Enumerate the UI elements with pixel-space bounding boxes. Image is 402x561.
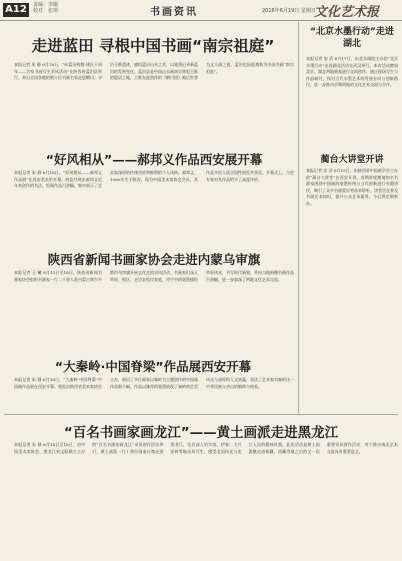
headline-hao-bangyi: “好风相从”——郝邦义作品西安展开幕 xyxy=(45,152,263,167)
editor-line: 责编：李璐 xyxy=(33,2,59,8)
page-number: A12 xyxy=(3,3,29,17)
article-body-lintai-lecture: 本报记者 安 武 6月15日，由陕西省中国画学会主办的“蔺台大讲堂”在西安开讲。首期讲座邀请知名书画家围绕中国画的笔墨传统与当代创新进行专题讲授，吸引了众多书画爱好者前来聆听。讲堂旨在普及书画艺术知识，提升公众艺术素养，今后将定期举办。 xyxy=(306,168,398,206)
article-body-qinling: 本报记者 朱 静 6月16日，“大秦岭·中国脊梁”中国画作品展在西安开幕。展览由陕西省美术家协会主办，展出了多位画家以秦岭为主题创作的中国画作品数十幅。作品以雄浑的笔墨展现了秦岭的壮美风光与深厚的人文底蕴，表达了艺术家对秦岭这一中华民族父亲山的敬仰与热爱。 xyxy=(14,377,294,389)
section-divider xyxy=(4,414,398,415)
proofreader-line: 校对：张琪 xyxy=(33,8,59,14)
article-body-press-association: 本报记者 王 曦 6月13日至16日，陕西省新闻书画家协会组织书画家一行二十余人赴内蒙古鄂尔多斯市乌审旗开展文化交流采风活动。书画家们深入草原、牧区，走访农牧民家庭，用手中的笔墨描绘草原风光，书写时代新貌，并向当地捐赠书画作品百余幅，进一步加深了两地文化艺术交流。 xyxy=(14,270,294,282)
article-body-hao-bangyi: 本报记者 朱 静 6月18日，“好风相从——郝邦义作品展”在西安美术馆开幕。展览共展出郝邦义近年来创作的书法、绘画作品百余幅，集中展示了艺术家深厚的传统功底和鲜明的个人风格。郝邦义，1960年生于陕西，现为中国美术家协会会员，其作品多次入选全国性展览并获奖。开幕式上，与会专家对其作品给予了高度评价。 xyxy=(14,170,294,189)
headline-lintai-lecture: 蔺台大讲堂开讲 xyxy=(320,155,384,165)
newspaper-logo: 文化艺术报 xyxy=(314,5,380,20)
masthead xyxy=(0,0,402,21)
article-body-beijing-ink: 本报记者 安 武 6月17日，由北京画院主办的“北京水墨行动”走进湖北活动在武汉举行。本次活动邀请北京、湖北两地画家进行交流创作，通过现场写生与作品研讨，探讨当代水墨艺术的发展方向与创新路径，进一步推动京鄂两地的文化艺术交流与合作。 xyxy=(306,56,398,88)
headline-beijing-ink: “北京水墨行动”走进湖北 xyxy=(310,27,394,49)
headline-qinling: “大秦岭·中国脊梁”作品展西安开幕 xyxy=(54,359,252,374)
headline-heilongjiang: “百名书画家画龙江”——黄土画派走进黑龙江 xyxy=(63,425,339,441)
headline-lantian: 走进蓝田 寻根中国书画“南宗祖庭” xyxy=(31,37,275,55)
column-divider xyxy=(298,22,299,414)
section-title: 书画资讯 xyxy=(150,7,198,18)
article-body-heilongjiang: 本报记者 朱 静 6月14日至18日，由中国美术家协会、黑龙江省文联联合主办的“百名书画家画龙江”采风创作活动举行，黄土画派一行十余位画家应邀走进黑龙江，先后深入哈尔滨、伊春、大兴安岭等地采风写生，感受北国风光与龙江人民的精神风貌。此次活动是黄土画派继走进新疆、西藏等地之后的又一次重要采风创作活动，对于推动南北艺术交流具有重要意义。 xyxy=(14,442,398,454)
article-body-lantian: 本报记者 朱 静 6月18日，“向蓝田致敬·建区十周年——名家书画写生采风活动”在陕西省蓝田县举行。来自全国各地的数十位书画名家走进辋川，寻访王维遗迹，感悟蓝田山水之美，以笔墨记录新蓝田的发展变化。蓝田县是中国山水画南宗鼻祖王维的隐居之地，王维在此创作的《辋川图》被后世誉为文人画之祖，蓝田也因此被称为中国书画“南宗祖庭”。 xyxy=(14,62,294,81)
issue-date: 2016年6月19日 星期日 xyxy=(262,8,316,14)
headline-press-association: 陕西省新闻书画家协会走进内蒙乌审旗 xyxy=(47,252,261,267)
edition-info xyxy=(33,2,58,14)
